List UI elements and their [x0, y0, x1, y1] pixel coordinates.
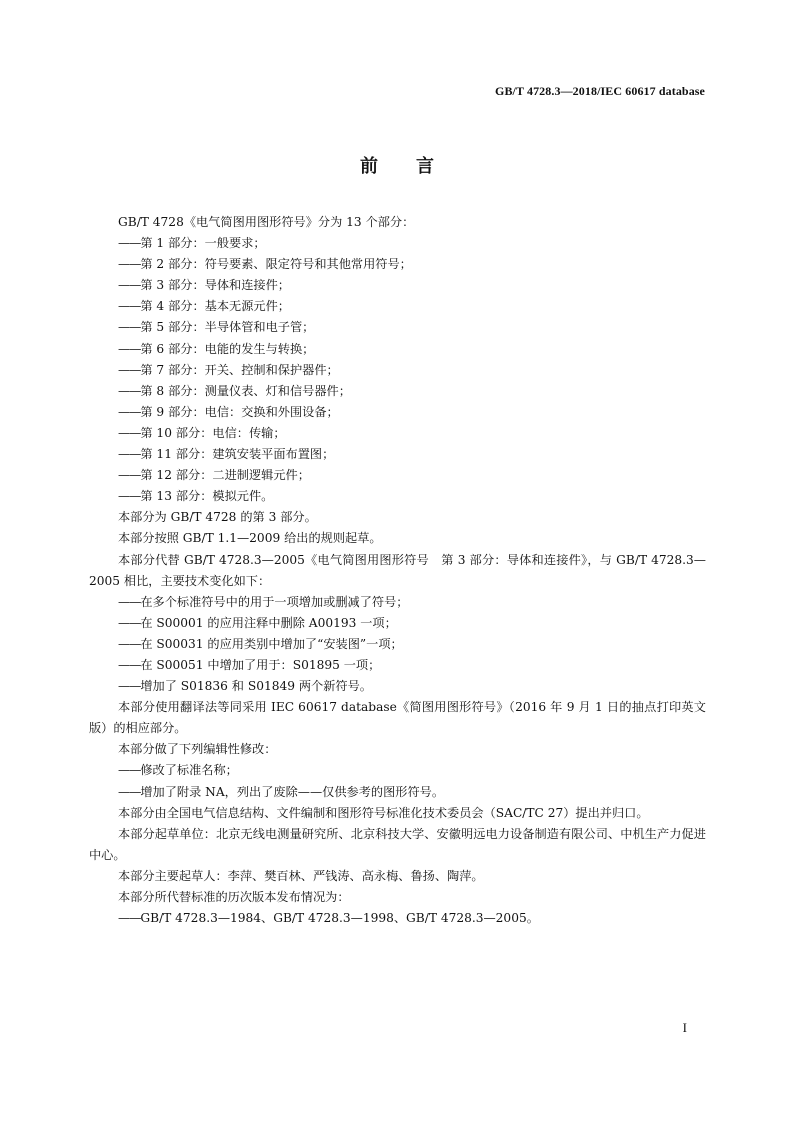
- list-dash: ——: [118, 425, 141, 440]
- drafters-paragraph: 本部分主要起草人：李萍、樊百林、严钱涛、高永梅、鲁扬、陶萍。: [118, 868, 484, 883]
- drafting-rules-paragraph: 本部分按照 GB/T 1.1—2009 给出的规则起草。: [118, 531, 382, 546]
- change-item-text: 在 S00031 的应用类别中增加了“安装图”一项；: [140, 636, 403, 651]
- list-dash: ——: [118, 320, 141, 335]
- history-paragraph: 本部分所代替标准的历次版本发布情况为：: [118, 890, 350, 904]
- standard-number-header: GB/T 4728.3—2018/IEC 60617 database: [495, 84, 705, 98]
- editorial-item-text: 修改了标准名称；: [140, 763, 238, 778]
- part-item-text: 第 11 部分：建筑安装平面布置图；: [140, 447, 335, 462]
- part-item-text: 第 6 部分：电能的发生与转换；: [140, 341, 315, 356]
- this-part-paragraph: 本部分为 GB/T 4728 的第 3 部分。: [118, 510, 317, 525]
- list-dash: ——: [118, 911, 141, 926]
- editorial-item: [89, 782, 706, 803]
- part-item: [89, 317, 706, 338]
- history-item-text: GB/T 4728.3—1984、GB/T 4728.3—1998、GB/T 4728.3—2005。: [140, 911, 539, 926]
- part-item-text: 第 12 部分：二进制逻辑元件；: [140, 468, 310, 483]
- history-item: [89, 908, 706, 929]
- list-dash: ——: [118, 362, 141, 377]
- change-item: [89, 634, 706, 655]
- proposed-by-paragraph: 本部分由全国电气信息结构、文件编制和图形符号标准化技术委员会（SAC/TC 27）提出并归口。: [118, 805, 649, 820]
- part-item: [89, 402, 706, 423]
- editorial-list: [89, 760, 706, 802]
- list-dash: ——: [118, 404, 141, 419]
- part-item-text: 第 1 部分：一般要求；: [140, 236, 266, 251]
- parts-list: [89, 233, 706, 507]
- changes-list: [89, 592, 706, 697]
- list-dash: ——: [118, 341, 141, 356]
- editorial-item-text: 增加了附录 NA，列出了废除——仅供参考的图形符号。: [140, 784, 445, 799]
- part-item: [89, 339, 706, 360]
- part-item: [89, 275, 706, 296]
- editorial-paragraph: 本部分做了下列编辑性修改：: [118, 742, 277, 757]
- part-item-text: 第 10 部分：电信：传输；: [140, 425, 286, 440]
- part-item: [89, 465, 706, 486]
- list-dash: ——: [118, 299, 141, 314]
- part-item: [89, 381, 706, 402]
- change-item-text: 在多个标准符号中的用于一项增加或删减了符号；: [140, 594, 409, 609]
- list-dash: ——: [118, 236, 141, 251]
- part-item: [89, 233, 706, 254]
- list-dash: ——: [118, 679, 141, 694]
- change-item-text: 增加了 S01836 和 S01849 两个新符号。: [140, 679, 372, 694]
- list-dash: ——: [118, 468, 141, 483]
- list-dash: ——: [118, 594, 141, 609]
- page-title: 前言: [360, 156, 472, 177]
- part-item: [89, 423, 706, 444]
- change-item-text: 在 S00001 的应用注释中删除 A00193 一项；: [140, 615, 397, 630]
- list-dash: ——: [118, 763, 141, 778]
- editorial-item: [89, 760, 706, 781]
- page-number: I: [682, 1020, 687, 1035]
- part-item: [89, 444, 706, 465]
- part-item-text: 第 8 部分：测量仪表、灯和信号器件；: [140, 383, 351, 398]
- drafting-units-paragraph: 本部分起草单位：北京无线电测量研究所、北京科技大学、安徽明远电力设备制造有限公司、中机生产力促进中心。: [89, 826, 706, 862]
- part-item: [89, 296, 706, 317]
- list-dash: ——: [118, 489, 141, 504]
- history-list: [89, 908, 706, 929]
- part-item-text: 第 2 部分：符号要素、限定符号和其他常用符号；: [140, 257, 412, 272]
- translation-paragraph: 本部分使用翻译法等同采用 IEC 60617 database《简图用图形符号》（2016 年 9 月 1 日的抽点打印英文版）的相应部分。: [89, 700, 706, 736]
- list-dash: ——: [118, 657, 141, 672]
- change-item: [89, 655, 706, 676]
- part-item-text: 第 13 部分：模拟元件。: [140, 489, 274, 504]
- list-dash: ——: [118, 447, 141, 462]
- list-dash: ——: [118, 784, 141, 799]
- part-item-text: 第 4 部分：基本无源元件；: [140, 299, 290, 314]
- part-item: [89, 486, 706, 507]
- list-dash: ——: [118, 278, 141, 293]
- intro-paragraph: GB/T 4728《电气简图用图形符号》分为 13 个部分：: [118, 215, 415, 229]
- list-dash: ——: [118, 636, 141, 651]
- list-dash: ——: [118, 383, 141, 398]
- part-item-text: 第 7 部分：开关、控制和保护器件；: [140, 362, 339, 377]
- replaces-paragraph: 本部分代替 GB/T 4728.3—2005《电气简图用图形符号 第 3 部分：导体和连接件》，与 GB/T 4728.3—2005 相比，主要技术变化如下：: [89, 552, 706, 588]
- part-item: [89, 360, 706, 381]
- change-item: [89, 676, 706, 697]
- list-dash: ——: [118, 615, 141, 630]
- part-item-text: 第 5 部分：半导体管和电子管；: [140, 320, 315, 335]
- change-item-text: 在 S00051 中增加了用于：S01895 一项；: [140, 657, 381, 672]
- foreword-body: [89, 212, 706, 929]
- part-item: [89, 254, 706, 275]
- part-item-text: 第 3 部分：导体和连接件；: [140, 278, 290, 293]
- part-item-text: 第 9 部分：电信：交换和外围设备；: [140, 404, 339, 419]
- change-item: [89, 592, 706, 613]
- change-item: [89, 613, 706, 634]
- list-dash: ——: [118, 257, 141, 272]
